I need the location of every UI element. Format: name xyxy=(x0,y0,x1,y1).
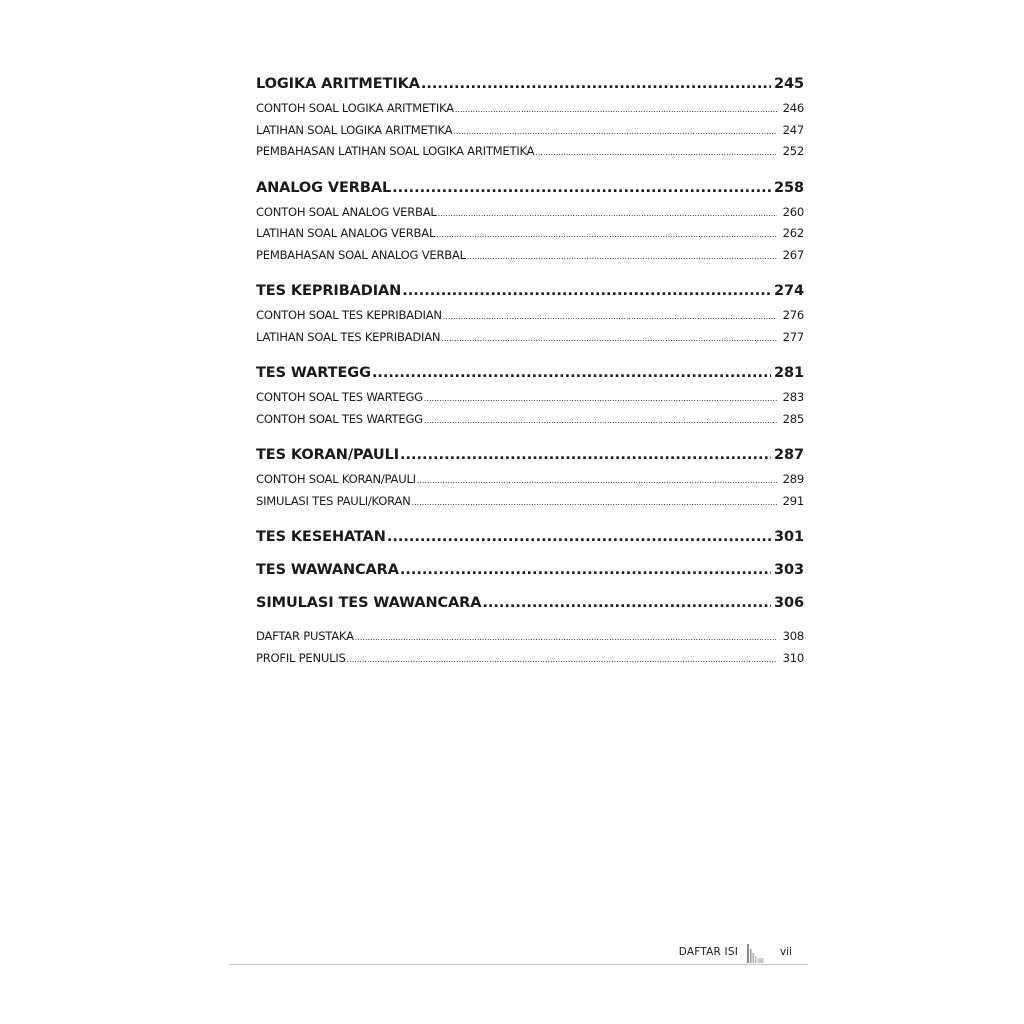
toc-entry-title: CONTOH SOAL ANALOG VERBAL xyxy=(256,204,437,219)
table-of-contents xyxy=(256,70,804,669)
toc-chapter-title: ANALOG VERBAL xyxy=(256,179,392,196)
dot-leader xyxy=(441,328,777,350)
toc-chapter xyxy=(256,70,804,98)
dot-leader xyxy=(412,492,777,514)
dot-leader xyxy=(400,441,771,469)
toc-chapter-page: 301 xyxy=(774,529,804,545)
toc-section xyxy=(256,70,804,163)
page-footer xyxy=(229,942,808,965)
toc-entry-page: 291 xyxy=(782,493,804,508)
toc-chapter-title: SIMULASI TES WAWANCARA xyxy=(256,595,482,611)
toc-entry xyxy=(256,491,804,513)
toc-back-entry xyxy=(256,626,804,648)
dot-leader xyxy=(482,589,771,617)
dot-leader xyxy=(372,359,771,387)
toc-chapter-page: 281 xyxy=(774,365,804,381)
dot-leader xyxy=(392,174,771,202)
toc-back-entry-page: 308 xyxy=(782,629,804,643)
toc-entry-page: 246 xyxy=(782,101,804,115)
dot-leader xyxy=(402,277,771,305)
toc-chapter-title: LOGIKA ARITMETIKA xyxy=(256,76,420,92)
toc-entry-title: SIMULASI TES PAULI/KORAN xyxy=(256,493,411,508)
dot-leader xyxy=(355,627,777,649)
toc-section xyxy=(256,589,804,617)
toc-entry xyxy=(256,202,804,224)
toc-entry-page: 267 xyxy=(782,247,804,262)
dot-leader xyxy=(438,203,777,225)
toc-entry xyxy=(256,98,804,120)
dot-leader xyxy=(436,224,777,246)
toc-chapter-page: 303 xyxy=(774,562,804,578)
toc-back-entry-title: PROFIL PENULIS xyxy=(256,650,346,665)
toc-chapter xyxy=(256,589,804,617)
dot-leader xyxy=(400,556,771,584)
toc-entry-title: CONTOH SOAL KORAN/PAULI xyxy=(256,472,416,486)
toc-chapter-title: TES KESEHATAN xyxy=(256,529,386,545)
toc-section xyxy=(256,523,804,551)
dot-leader xyxy=(421,70,771,98)
toc-entry-title: PEMBAHASAN SOAL ANALOG VERBAL xyxy=(256,247,466,262)
toc-section xyxy=(256,441,804,512)
toc-entry xyxy=(256,245,804,267)
toc-chapter xyxy=(256,359,804,387)
footer-label: DAFTAR ISI xyxy=(678,946,738,958)
toc-section xyxy=(256,556,804,584)
toc-chapter xyxy=(256,556,804,584)
bars-icon xyxy=(744,942,766,963)
toc-entry-title: CONTOH SOAL LOGIKA ARITMETIKA xyxy=(256,101,454,115)
toc-entry-title: CONTOH SOAL TES KEPRIBADIAN xyxy=(256,308,442,322)
toc-entry-page: 277 xyxy=(782,329,804,344)
dot-leader xyxy=(424,388,777,410)
toc-chapter xyxy=(256,174,804,202)
dot-leader xyxy=(453,121,777,143)
toc-entry-page: 283 xyxy=(782,390,804,404)
toc-chapter-page: 306 xyxy=(774,595,804,611)
toc-entry-title: CONTOH SOAL TES WARTEGG xyxy=(256,390,423,404)
toc-chapter-title: TES WAWANCARA xyxy=(256,562,399,578)
toc-entry-page: 276 xyxy=(782,308,804,322)
toc-section xyxy=(256,359,804,430)
toc-entry-page: 289 xyxy=(782,472,804,486)
toc-section xyxy=(256,174,804,267)
toc-entry-title: PEMBAHASAN LATIHAN SOAL LOGIKA ARITMETIKA xyxy=(256,144,535,158)
toc-entry xyxy=(256,387,804,409)
dot-leader xyxy=(535,142,777,164)
toc-chapter xyxy=(256,523,804,551)
toc-entry-page: 285 xyxy=(782,411,804,426)
toc-entry xyxy=(256,120,804,142)
toc-entry xyxy=(256,327,804,349)
dot-leader xyxy=(455,99,777,121)
toc-entry-title: CONTOH SOAL TES WARTEGG xyxy=(256,411,423,426)
toc-entry xyxy=(256,469,804,491)
dot-leader xyxy=(467,246,777,268)
dot-leader xyxy=(443,306,777,328)
dot-leader xyxy=(387,523,771,551)
toc-entry-page: 252 xyxy=(782,144,804,158)
toc-chapter-page: 258 xyxy=(774,179,804,196)
dot-leader xyxy=(347,649,777,671)
toc-back-entry xyxy=(256,648,804,670)
toc-entry xyxy=(256,141,804,163)
toc-chapter-page: 245 xyxy=(774,76,804,92)
toc-entry-title: LATIHAN SOAL ANALOG VERBAL xyxy=(256,226,436,240)
toc-chapter xyxy=(256,441,804,469)
toc-entry-page: 260 xyxy=(782,204,804,219)
toc-chapter-title: TES KEPRIBADIAN xyxy=(256,283,402,299)
dot-leader xyxy=(424,410,777,432)
toc-chapter-title: TES WARTEGG xyxy=(256,365,371,381)
toc-entry xyxy=(256,409,804,431)
toc-entry-title: LATIHAN SOAL TES KEPRIBADIAN xyxy=(256,329,441,344)
toc-back-entry-page: 310 xyxy=(782,650,804,665)
toc-back-entry-title: DAFTAR PUSTAKA xyxy=(256,629,354,643)
toc-entry-page: 247 xyxy=(782,122,804,137)
toc-entry-title: LATIHAN SOAL LOGIKA ARITMETIKA xyxy=(256,122,453,137)
toc-chapter xyxy=(256,277,804,305)
toc-chapter-title: TES KORAN/PAULI xyxy=(256,447,399,463)
toc-chapter-page: 274 xyxy=(774,283,804,299)
toc-entry xyxy=(256,305,804,327)
toc-section xyxy=(256,277,804,348)
toc-entry-page: 262 xyxy=(782,226,804,240)
dot-leader xyxy=(417,470,777,492)
footer-page-number: vii xyxy=(779,946,792,958)
toc-chapter-page: 287 xyxy=(774,447,804,463)
toc-entry xyxy=(256,223,804,245)
